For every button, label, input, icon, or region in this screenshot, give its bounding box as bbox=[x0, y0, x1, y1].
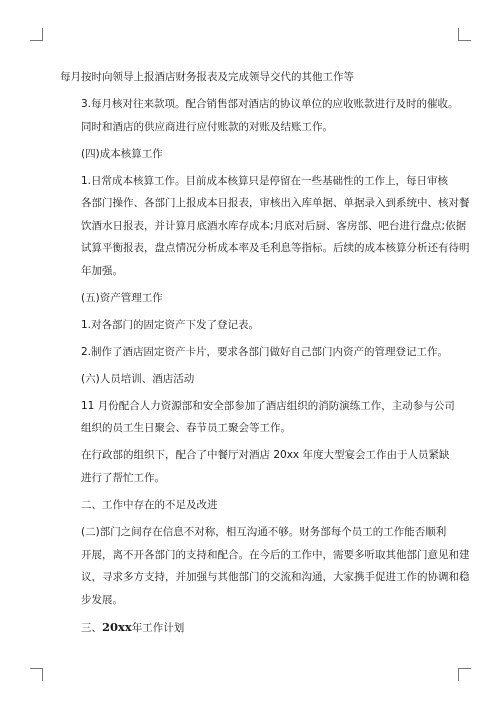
paragraph-line: 在行政部的组织下，配合了中餐厅对酒店 20xx 年度大型宴会工作由于人员紧缺 bbox=[81, 449, 450, 462]
section-heading-year: 20xx bbox=[102, 619, 132, 634]
paragraph bbox=[60, 66, 442, 89]
paragraph-line: 1.对各部门的固定资产下发了登记表。 bbox=[81, 318, 260, 331]
paragraph-line: 组织的员工生日聚会、春节员工聚会等工作。 bbox=[81, 422, 291, 435]
paragraph-line: (六)人员培训、酒店活动 bbox=[81, 372, 195, 385]
paragraph bbox=[60, 521, 470, 611]
paragraph-line: 2.制作了酒店固定资产卡片，要求各部门做好自己部门内资产的管理登记工作。 bbox=[81, 345, 449, 358]
paragraph-line: (二)部门之间存在信息不对称，相互沟通不够。财务部每个员工的工作能否顺利 bbox=[81, 525, 447, 538]
paragraph-line: 饮酒水日报表，并计算月底酒水库存成本;月底对后厨、客房部、吧台进行盘点;依据 bbox=[81, 219, 467, 232]
paragraph bbox=[60, 395, 455, 440]
paragraph bbox=[60, 368, 442, 391]
paragraph bbox=[60, 287, 442, 310]
paragraph-line: 1.日常成本核算工作。目前成本核算只是停留在一些基础性的工作上，每日审核 bbox=[81, 174, 449, 187]
paragraph-line: 年加强。 bbox=[81, 264, 123, 277]
paragraph bbox=[60, 143, 442, 166]
section-heading-suffix: 年工作计划 bbox=[131, 621, 185, 634]
paragraph-line: (四)成本核算工作 bbox=[81, 147, 163, 160]
paragraph bbox=[60, 494, 442, 517]
paragraph-line: 同时和酒店的供应商进行应付账款的对账及结账工作。 bbox=[81, 120, 333, 133]
paragraph-line: 开展，离不开各部门的支持和配合。在今后的工作中，需要多听取其他部门意见和建 bbox=[81, 548, 470, 561]
paragraph-line: 议，寻求多方支持，并加强与其他部门的交流和沟通，大家携手促进工作的协调和稳 bbox=[81, 571, 470, 584]
crop-mark-top-left bbox=[30, 28, 43, 41]
paragraph-line: 3.每月核对往来款项。配合销售部对酒店的协议单位的应收账款进行及时的催收。 bbox=[81, 97, 459, 110]
document-body bbox=[60, 66, 470, 644]
paragraph bbox=[60, 93, 459, 138]
paragraph-line: 每月按时向领导上报酒店财务报表及完成领导交代的其他工作等 bbox=[60, 71, 354, 83]
paragraph-line: 各部门操作、各部门上报成本日报表，审核出入库单据、单据录入到系统中、核对餐 bbox=[81, 197, 470, 210]
paragraph-line: 试算平衡报表，盘点情况分析成本率及毛利息等指标。后续的成本核算分析还有待明 bbox=[81, 242, 470, 255]
crop-mark-top-right bbox=[458, 28, 471, 41]
paragraph-line: 进行了帮忙工作。 bbox=[81, 472, 165, 485]
paragraph-line: 步发展。 bbox=[81, 593, 123, 606]
paragraph-line: 二、工作中存在的不足及改进 bbox=[81, 499, 218, 511]
crop-mark-bottom-right bbox=[458, 668, 471, 681]
paragraph bbox=[60, 170, 470, 283]
paragraph-list bbox=[60, 66, 470, 611]
crop-mark-bottom-left bbox=[30, 668, 43, 681]
section-heading-prefix: 三、 bbox=[81, 621, 102, 634]
paragraph bbox=[60, 314, 442, 337]
section-heading-plan bbox=[60, 616, 442, 640]
paragraph bbox=[60, 444, 450, 489]
paragraph bbox=[60, 341, 449, 364]
paragraph-line: (五)资产管理工作 bbox=[81, 291, 163, 304]
paragraph-line: 11 月份配合人力资源部和安全部参加了酒店组织的消防演练工作，主动参与公司 bbox=[81, 399, 455, 412]
